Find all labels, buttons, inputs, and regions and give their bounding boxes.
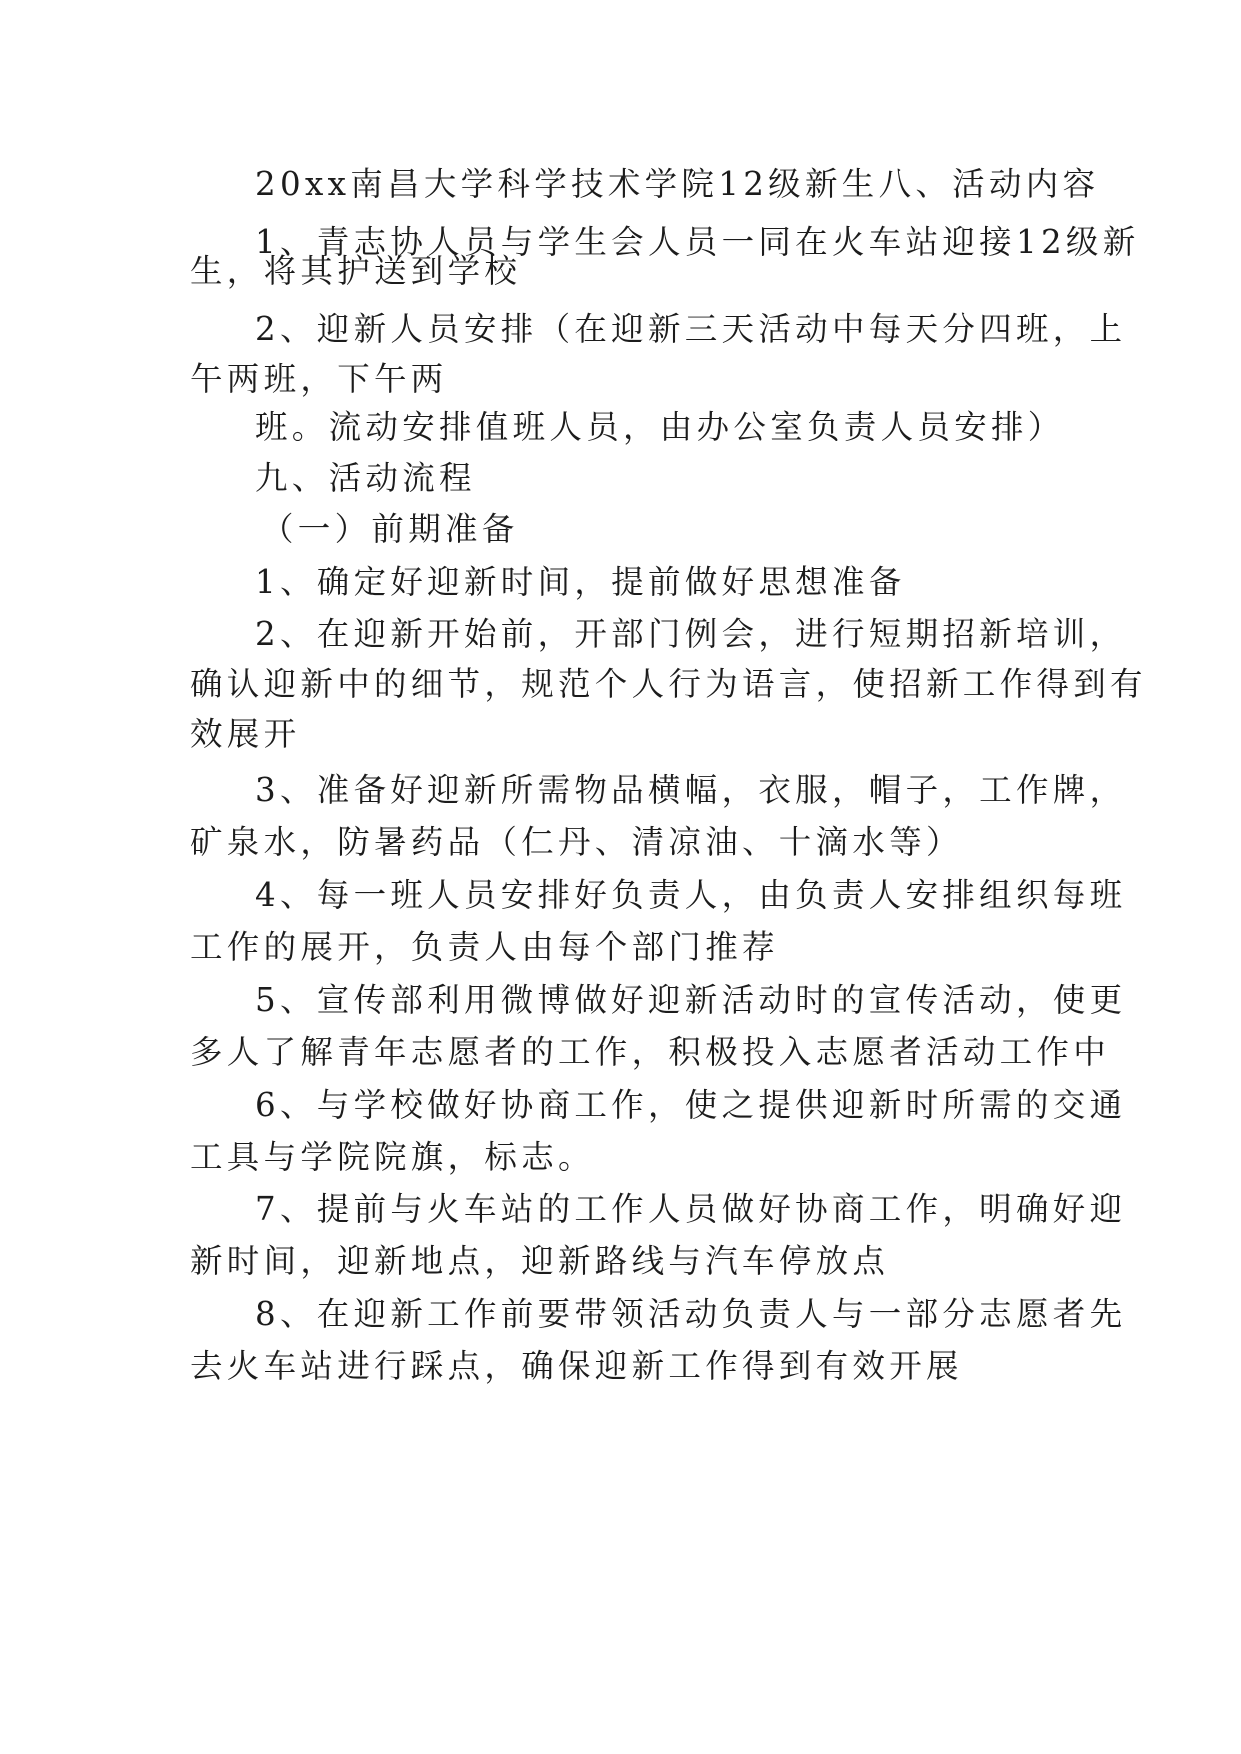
section-heading-nine: 九、活动流程: [255, 459, 476, 497]
prep-item-7-line-2: 新时间，迎新地点，迎新路线与汽车停放点: [190, 1242, 890, 1280]
item-2-line-3: 班。流动安排值班人员，由办公室负责人员安排）: [255, 408, 1065, 446]
prep-item-2-line-3: 效展开: [190, 715, 301, 753]
prep-item-1: 1、确定好迎新时间，提前做好思想准备: [255, 563, 906, 601]
prep-item-4-line-2: 工作的展开，负责人由每个部门推荐: [190, 928, 779, 966]
item-2-line-1: 2、迎新人员安排（在迎新三天活动中每天分四班，上: [255, 310, 1127, 348]
prep-item-8-line-1: 8、在迎新工作前要带领活动负责人与一部分志愿者先: [255, 1295, 1127, 1333]
prep-item-5-line-2: 多人了解青年志愿者的工作，积极投入志愿者活动工作中: [190, 1033, 1111, 1071]
prep-item-3-line-2: 矿泉水，防暑药品（仁丹、清凉油、十滴水等）: [190, 823, 963, 861]
prep-item-2-line-2: 确认迎新中的细节，规范个人行为语言，使招新工作得到有: [190, 665, 1147, 703]
item-2-line-2: 午两班，下午两: [190, 360, 448, 398]
item-1-line-1: 1、青志协人员与学生会人员一同在火车站迎接12级新: [255, 223, 1140, 261]
prep-item-5-line-1: 5、宣传部利用微博做好迎新活动时的宣传活动，使更: [255, 981, 1127, 1019]
prep-item-8-line-2: 去火车站进行踩点，确保迎新工作得到有效开展: [190, 1347, 963, 1385]
subsection-heading-prep: （一）前期准备: [261, 510, 519, 548]
prep-item-3-line-1: 3、准备好迎新所需物品横幅，衣服，帽子，工作牌，: [255, 771, 1127, 809]
prep-item-6-line-2: 工具与学院院旗，标志。: [190, 1138, 595, 1176]
item-1-line-2: 生，将其护送到学校: [190, 252, 522, 290]
prep-item-4-line-1: 4、每一班人员安排好负责人，由负责人安排组织每班: [255, 876, 1127, 914]
prep-item-6-line-1: 6、与学校做好协商工作，使之提供迎新时所需的交通: [255, 1086, 1127, 1124]
prep-item-7-line-1: 7、提前与火车站的工作人员做好协商工作，明确好迎: [255, 1190, 1127, 1228]
prep-item-2-line-1: 2、在迎新开始前，开部门例会，进行短期招新培训，: [255, 615, 1127, 653]
intro-heading-line: 20xx南昌大学科学技术学院12级新生八、活动内容: [255, 165, 1100, 203]
